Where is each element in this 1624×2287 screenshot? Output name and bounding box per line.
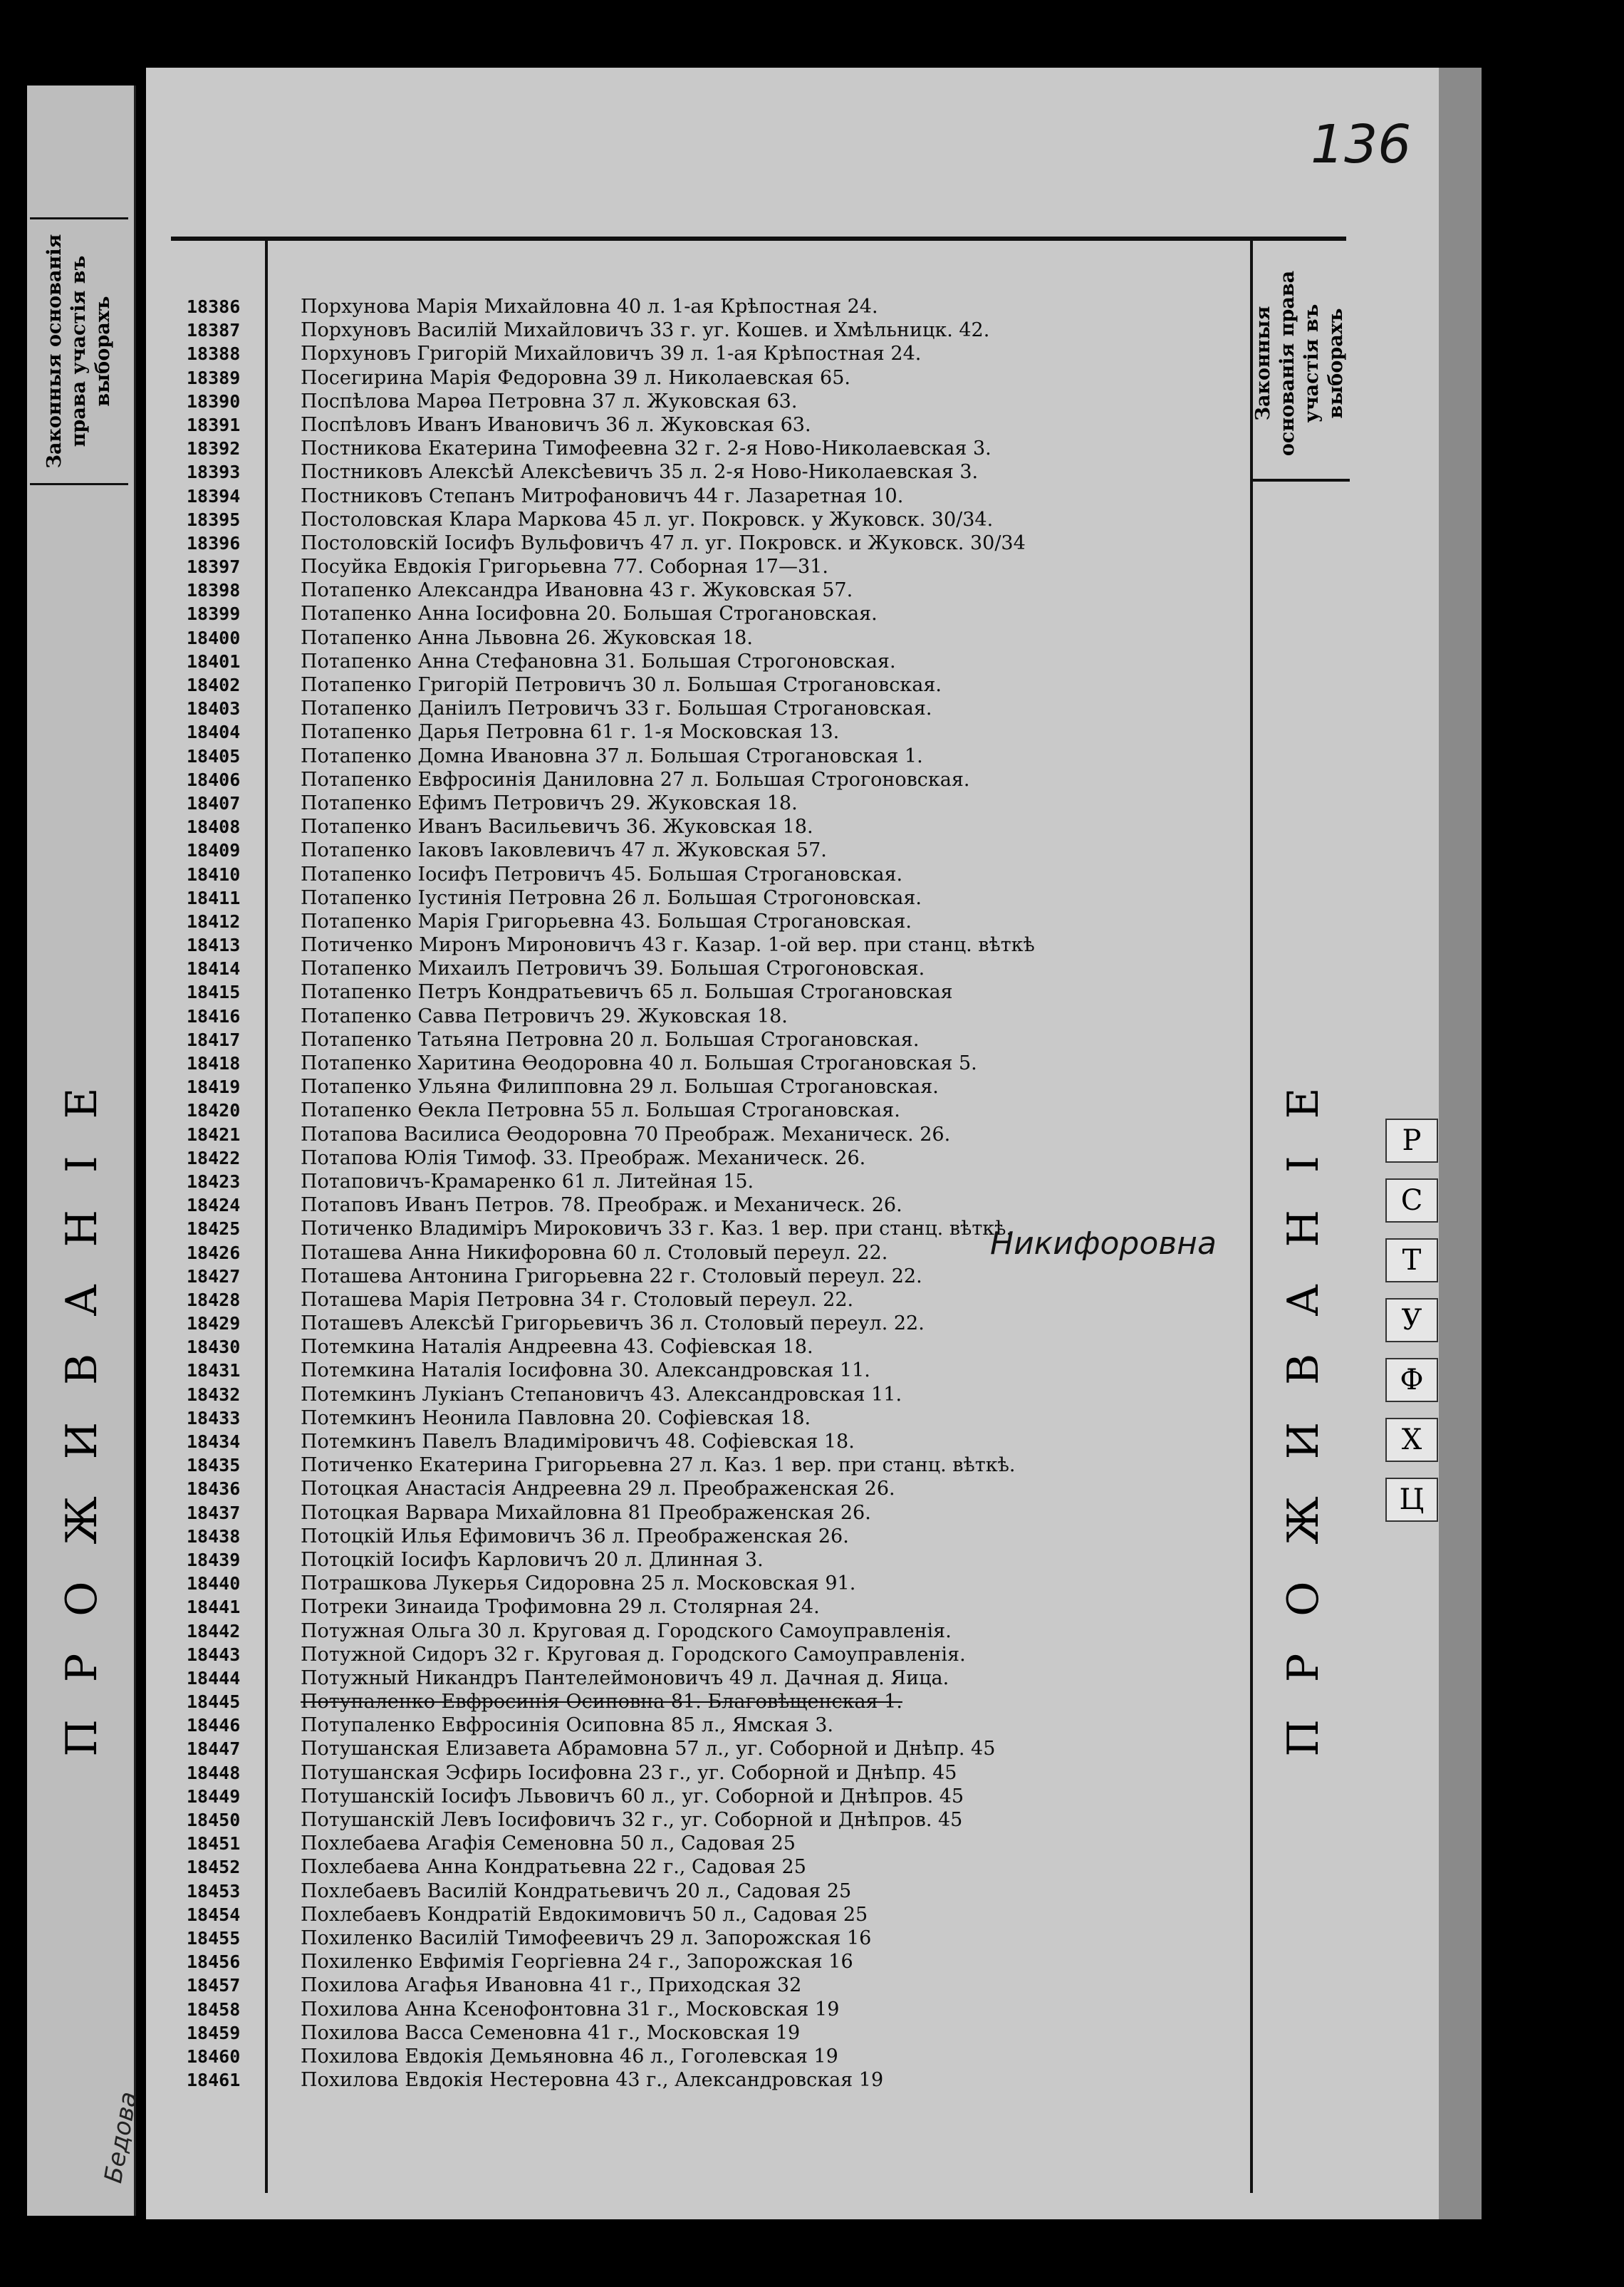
entry-number: 18435 xyxy=(187,1455,241,1476)
entry-text: Постниковъ Степанъ Митрофановичъ 44 г. Лазаретная 10. xyxy=(301,484,904,507)
table-row xyxy=(187,626,1255,650)
entry-text: Поташева Антонина Григорьевна 22 г. Столовый переул. 22. xyxy=(301,1265,922,1287)
entry-number: 18391 xyxy=(187,414,241,435)
table-row xyxy=(187,318,1255,342)
entry-number: 18413 xyxy=(187,935,241,956)
entry-number: 18387 xyxy=(187,320,241,341)
entry-text: Потоцкій Илья Ефимовичъ 36 л. Преображенская 26. xyxy=(301,1525,849,1547)
table-row xyxy=(187,1855,1255,1879)
entry-number: 18416 xyxy=(187,1005,241,1027)
table-row xyxy=(187,579,1255,602)
entry-number: 18453 xyxy=(187,1880,241,1902)
entry-text: Потоцкая Анастасія Андреевна 29 л. Преображенская 26. xyxy=(301,1478,895,1500)
table-row xyxy=(187,792,1255,815)
table-row xyxy=(187,980,1255,1004)
table-row xyxy=(187,886,1255,910)
table-row xyxy=(187,1193,1255,1217)
table-row xyxy=(187,1785,1255,1808)
table-row xyxy=(187,1099,1255,1122)
entry-number: 18386 xyxy=(187,296,241,317)
entry-text: Потаповичъ-Крамаренко 61 л. Литейная 15. xyxy=(301,1170,754,1193)
entry-text: Потапенко Даніилъ Петровичъ 33 г. Большая Строгановская. xyxy=(301,697,932,720)
entry-number: 18442 xyxy=(187,1620,241,1642)
entry-text: Потемкинъ Павелъ Владиміровичъ 48. Софіевская 18. xyxy=(301,1431,855,1453)
table-row xyxy=(187,1477,1255,1500)
entry-number: 18414 xyxy=(187,958,241,980)
left-column-header xyxy=(30,217,128,485)
index-tab[interactable]: Т xyxy=(1385,1238,1438,1282)
entry-number: 18419 xyxy=(187,1077,241,1098)
entry-text: Потапова Юлія Тимоф. 33. Преображ. Механическ. 26. xyxy=(301,1146,866,1169)
entry-text: Похилова Васса Семеновна 41 г., Московская 19 xyxy=(301,2021,801,2044)
entry-number: 18415 xyxy=(187,982,241,1003)
entry-text: Потужный Никандръ Пантелеймоновичъ 49 л. Дачная д. Яица. xyxy=(301,1666,949,1689)
index-tab[interactable]: Р xyxy=(1385,1119,1438,1163)
entry-text: Постниковъ Алексѣй Алексѣевичъ 35 л. 2-я Ново-Николаевская 3. xyxy=(301,461,979,484)
entry-text: Похилова Евдокія Демьяновна 46 л., Гоголевская 19 xyxy=(301,2045,838,2068)
entry-text: Потоцкій Іосифъ Карловичъ 20 л. Длинная 3. xyxy=(301,1548,764,1571)
entry-number: 18432 xyxy=(187,1384,241,1405)
table-row xyxy=(187,1926,1255,1950)
table-row xyxy=(187,697,1255,720)
table-row xyxy=(187,1548,1255,1572)
entry-text: Потемкинъ Неонила Павловна 20. Софіевская 18. xyxy=(301,1406,811,1429)
entry-number: 18441 xyxy=(187,1597,241,1618)
entry-text: Потужная Ольга 30 л. Круговая д. Городского Самоуправленія. xyxy=(301,1619,952,1642)
table-row xyxy=(187,508,1255,531)
entry-number: 18447 xyxy=(187,1738,241,1760)
table-row xyxy=(187,413,1255,437)
table-row xyxy=(187,460,1255,484)
entry-text: Постоловскій Іосифъ Вульфовичъ 47 л. уг. Покровск. и Жуковск. 30/34 xyxy=(301,531,1026,554)
entry-text: Похлебаевъ Василій Кондратьевичъ 20 л., Садовая 25 xyxy=(301,1879,852,1902)
entry-text: Потапенко Ѳекла Петровна 55 л. Большая Строгановская. xyxy=(301,1099,900,1122)
entry-text: Порхунова Марія Михайловна 40 л. 1-ая Крѣпостная 24. xyxy=(301,296,878,318)
table-row xyxy=(187,745,1255,768)
table-row xyxy=(187,1123,1255,1146)
entry-number: 18423 xyxy=(187,1171,241,1192)
table-row xyxy=(187,650,1255,673)
entry-text: Потупаленко Евфросинія Осиповна 85 л., Ямская 3. xyxy=(301,1714,833,1737)
table-row xyxy=(187,390,1255,413)
entry-text: Потемкина Наталія Іосифовна 30. Александровская 11. xyxy=(301,1359,870,1382)
entry-number: 18461 xyxy=(187,2070,241,2091)
entry-text: Поспѣловъ Иванъ Ивановичъ 36 л. Жуковская 63. xyxy=(301,413,811,436)
entry-number: 18409 xyxy=(187,840,241,861)
table-row xyxy=(187,815,1255,839)
entry-text: Поспѣлова Марѳа Петровна 37 л. Жуковская 63. xyxy=(301,390,798,413)
entry-number: 18412 xyxy=(187,911,241,932)
entry-text: Потапенко Ефимъ Петровичъ 29. Жуковская 18. xyxy=(301,792,798,814)
table-row xyxy=(187,1501,1255,1525)
entry-number: 18400 xyxy=(187,627,241,648)
table-row xyxy=(187,1808,1255,1832)
entry-number: 18420 xyxy=(187,1100,241,1121)
index-tab[interactable]: С xyxy=(1385,1178,1438,1223)
left-column-word xyxy=(50,769,114,2038)
entry-number: 18397 xyxy=(187,556,241,578)
table-row xyxy=(187,1028,1255,1052)
entry-number: 18396 xyxy=(187,532,241,554)
entry-number: 18430 xyxy=(187,1337,241,1358)
entry-text: Потужной Сидоръ 32 г. Круговая д. Городского Самоуправленія. xyxy=(301,1643,966,1666)
table-row xyxy=(187,933,1255,957)
entry-number: 18439 xyxy=(187,1549,241,1570)
entry-number: 18424 xyxy=(187,1195,241,1216)
table-row xyxy=(187,1879,1255,1903)
table-row xyxy=(187,910,1255,933)
entry-text: Потапенко Анна Стефановна 31. Большая Строгоновская. xyxy=(301,650,896,673)
entry-number: 18452 xyxy=(187,1857,241,1878)
top-rule xyxy=(171,237,1346,241)
entry-number: 18404 xyxy=(187,722,241,743)
entry-text: Потиченко Екатерина Григорьевна 27 л. Каз. 1 вер. при станц. вѣткѣ. xyxy=(301,1454,1016,1477)
entry-text: Потемкина Наталія Андреевна 43. Софіевская 18. xyxy=(301,1336,813,1359)
entry-number: 18459 xyxy=(187,2022,241,2043)
entry-number: 18422 xyxy=(187,1147,241,1168)
index-tab[interactable]: У xyxy=(1385,1298,1438,1342)
entry-number: 18458 xyxy=(187,1998,241,2020)
entry-text: Потушанскій Іосифъ Львовичъ 60 л., уг. Соборной и Днѣпров. 45 xyxy=(301,1785,964,1808)
entry-number: 18448 xyxy=(187,1762,241,1783)
table-row xyxy=(187,1359,1255,1382)
entry-text: Потаповъ Иванъ Петров. 78. Преображ. и Механическ. 26. xyxy=(301,1194,902,1217)
entry-number: 18433 xyxy=(187,1407,241,1428)
entry-text: Потапенко Евфросинія Даниловна 27 л. Большая Строгоновская. xyxy=(301,768,970,791)
margin-note-text: Бедова xyxy=(99,2089,143,2186)
entry-number: 18438 xyxy=(187,1525,241,1547)
entry-text: Похиленко Евфимія Георгіевна 24 г., Запорожская 16 xyxy=(301,1951,853,1974)
entry-number: 18395 xyxy=(187,509,241,530)
table-row xyxy=(187,1312,1255,1335)
entry-number: 18425 xyxy=(187,1218,241,1240)
entry-number: 18388 xyxy=(187,343,241,365)
entry-number: 18408 xyxy=(187,816,241,838)
entry-text: Потапенко Иванъ Васильевичъ 36. Жуковская 18. xyxy=(301,816,813,839)
entry-number: 18455 xyxy=(187,1927,241,1949)
table-row xyxy=(187,1832,1255,1855)
entry-number: 18398 xyxy=(187,580,241,601)
index-tab[interactable]: Ц xyxy=(1385,1478,1438,1522)
table-row xyxy=(187,1974,1255,1997)
table-row xyxy=(187,1643,1255,1666)
entry-text: Потапенко Харитина Ѳеодоровна 40 л. Большая Строгановская 5. xyxy=(301,1052,977,1074)
right-header-text: Законныя основанія права участія въ выборахъ xyxy=(1252,270,1347,457)
table-row xyxy=(187,602,1255,626)
entry-text: Посуйка Евдокія Григорьевна 77. Соборная 17—31. xyxy=(301,556,828,579)
entry-text: Похилова Евдокія Нестеровна 43 г., Александровская 19 xyxy=(301,2069,884,2092)
entry-number: 18431 xyxy=(187,1360,241,1381)
handwritten-annotation: Никифоровна xyxy=(990,1225,1217,1262)
entry-text: Потрашкова Лукерья Сидоровна 25 л. Московская 91. xyxy=(301,1572,856,1595)
entry-number: 18403 xyxy=(187,698,241,720)
table-row xyxy=(187,1666,1255,1690)
entry-text: Потушанскій Левъ Іосифовичъ 32 г., уг. Соборной и Днѣпров. 45 xyxy=(301,1809,963,1831)
table-row xyxy=(187,863,1255,886)
entry-text: Потапенко Александра Ивановна 43 г. Жуковская 57. xyxy=(301,579,853,602)
entry-number: 18407 xyxy=(187,792,241,814)
table-row xyxy=(187,1288,1255,1312)
left-header-text: Законныя основанія права участія въ выборахъ xyxy=(43,234,114,469)
entry-text: Потемкинъ Лукіанъ Степановичъ 43. Александровская 11. xyxy=(301,1383,902,1406)
entry-text: Потиченко Миронъ Мироновичъ 43 г. Казар. 1-ой вер. при станц. вѣткѣ xyxy=(301,934,1035,957)
entry-text: Потиченко Владиміръ Мироковичъ 33 г. Каз. 1 вер. при станц. вѣткѣ. xyxy=(301,1218,1012,1240)
table-row xyxy=(187,1525,1255,1548)
margin-handwriting xyxy=(93,2066,150,2209)
right-column-word xyxy=(1268,769,1339,2038)
table-row xyxy=(187,1005,1255,1028)
page-number: 136 xyxy=(1311,114,1412,175)
table-row xyxy=(187,1690,1255,1713)
table-row xyxy=(187,1737,1255,1760)
table-row xyxy=(187,1453,1255,1477)
index-tab[interactable]: Х xyxy=(1385,1418,1438,1462)
entry-text: Потапова Василиса Ѳеодоровна 70 Преображ. Механическ. 26. xyxy=(301,1123,951,1146)
table-row xyxy=(187,555,1255,579)
entry-number: 18426 xyxy=(187,1242,241,1263)
entry-text: Потушанская Эсфирь Іосифовна 23 г., уг. Соборной и Днѣпр. 45 xyxy=(301,1761,957,1784)
entry-text: Потапенко Іосифъ Петровичъ 45. Большая Строгановская. xyxy=(301,863,903,886)
entry-number: 18444 xyxy=(187,1667,241,1689)
entry-number: 18449 xyxy=(187,1785,241,1807)
entry-number: 18436 xyxy=(187,1478,241,1500)
entry-text: Порхуновъ Григорій Михайловичъ 39 л. 1-ая Крѣпостная 24. xyxy=(301,343,922,365)
table-row xyxy=(187,1761,1255,1785)
entry-text: Потапенко Іустинія Петровна 26 л. Большая Строгоновская. xyxy=(301,886,922,909)
entry-number: 18445 xyxy=(187,1691,241,1713)
entry-text: Поташева Марія Петровна 34 г. Столовый переул. 22. xyxy=(301,1288,854,1311)
entry-text: Поташевъ Алексѣй Григорьевичъ 36 л. Столовый переул. 22. xyxy=(301,1312,925,1335)
entry-text: Постоловская Клара Маркова 45 л. уг. Покровск. у Жуковск. 30/34. xyxy=(301,508,994,531)
entry-text: Потоцкая Варвара Михайловна 81 Преображенская 26. xyxy=(301,1501,871,1524)
entry-number: 18437 xyxy=(187,1502,241,1523)
table-row xyxy=(187,366,1255,390)
register-entries xyxy=(187,295,1255,2092)
table-row xyxy=(187,1595,1255,1619)
table-row xyxy=(187,2068,1255,2092)
index-tab[interactable]: Ф xyxy=(1385,1358,1438,1402)
entry-text: Потупаленко Евфросинія Осиповна 81. Благовѣщенская 1. xyxy=(301,1691,902,1713)
entry-number: 18443 xyxy=(187,1644,241,1665)
entry-text: Посегирина Марія Федоровна 39 л. Николаевская 65. xyxy=(301,366,850,389)
entry-text: Порхуновъ Василій Михайловичъ 33 г. уг. Кошев. и Хмѣльницк. 42. xyxy=(301,319,990,342)
entry-number: 18460 xyxy=(187,2045,241,2067)
entry-text: Похлебаевъ Кондратій Евдокимовичъ 50 л., Садовая 25 xyxy=(301,1903,868,1926)
entry-number: 18411 xyxy=(187,887,241,908)
table-row xyxy=(187,768,1255,792)
table-row xyxy=(187,1950,1255,1974)
table-row xyxy=(187,1335,1255,1359)
entry-text: Постникова Екатерина Тимофеевна 32 г. 2-я Ново-Николаевская 3. xyxy=(301,437,991,460)
entry-text: Потапенко Домна Ивановна 37 л. Большая Строгановская 1. xyxy=(301,745,923,767)
entry-text: Потапенко Татьяна Петровна 20 л. Большая Строгановская. xyxy=(301,1028,920,1051)
entry-number: 18446 xyxy=(187,1715,241,1736)
table-row xyxy=(187,1052,1255,1075)
table-row xyxy=(187,839,1255,862)
entry-number: 18434 xyxy=(187,1431,241,1452)
entry-number: 18392 xyxy=(187,438,241,460)
left-column-word-text: ПРОЖИВАНІЕ xyxy=(57,1050,107,1757)
entry-number: 18456 xyxy=(187,1951,241,1973)
entry-text: Потапенко Марія Григорьевна 43. Большая Строгановская. xyxy=(301,910,912,933)
entry-text: Похилова Агафья Ивановна 41 г., Приходская 32 xyxy=(301,1974,802,1997)
entry-text: Потушанская Елизавета Абрамовна 57 л., уг. Соборной и Днѣпр. 45 xyxy=(301,1738,996,1760)
entry-number: 18429 xyxy=(187,1313,241,1334)
entry-text: Потапенко Петръ Кондратьевичъ 65 л. Большая Строгановская xyxy=(301,981,953,1004)
table-row xyxy=(187,957,1255,980)
table-row xyxy=(187,2021,1255,2045)
entry-number: 18451 xyxy=(187,1833,241,1855)
entry-text: Потапенко Іаковъ Іаковлевичъ 47 л. Жуковская 57. xyxy=(301,839,827,862)
table-row xyxy=(187,1903,1255,1926)
table-row xyxy=(187,720,1255,744)
entry-text: Потреки Зинаида Трофимовна 29 л. Столярная 24. xyxy=(301,1596,820,1619)
entry-text: Потапенко Анна Львовна 26. Жуковская 18. xyxy=(301,626,753,649)
entry-text: Похлебаева Анна Кондратьевна 22 г., Садовая 25 xyxy=(301,1856,806,1879)
entry-number: 18410 xyxy=(187,864,241,885)
entry-text: Похилова Анна Ксенофонтовна 31 г., Московская 19 xyxy=(301,1998,840,2021)
entry-number: 18406 xyxy=(187,769,241,790)
entry-text: Потапенко Михаилъ Петровичъ 39. Большая Строгоновская. xyxy=(301,958,925,980)
entry-number: 18399 xyxy=(187,603,241,625)
table-row xyxy=(187,437,1255,460)
entry-number: 18428 xyxy=(187,1289,241,1310)
right-header-rule xyxy=(1250,479,1350,482)
table-row xyxy=(187,342,1255,365)
entry-number: 18450 xyxy=(187,1810,241,1830)
entry-text: Похиленко Василій Тимофеевичъ 29 л. Запорожская 16 xyxy=(301,1926,872,1949)
table-row xyxy=(187,1572,1255,1595)
entry-number: 18401 xyxy=(187,650,241,672)
table-row xyxy=(187,484,1255,508)
table-row xyxy=(187,295,1255,318)
entry-number: 18427 xyxy=(187,1265,241,1287)
table-row xyxy=(187,1430,1255,1453)
entry-text: Похлебаева Агафія Семеновна 50 л., Садовая 25 xyxy=(301,1832,796,1855)
table-row xyxy=(187,1713,1255,1737)
entry-number: 18390 xyxy=(187,390,241,412)
entry-text: Потапенко Ульяна Филипповна 29 л. Большая Строгановская. xyxy=(301,1076,939,1099)
entry-text: Поташева Анна Никифоровна 60 л. Столовый переул. 22. xyxy=(301,1241,888,1264)
table-row xyxy=(187,1146,1255,1170)
table-row xyxy=(187,1406,1255,1430)
table-row xyxy=(187,1619,1255,1643)
table-row xyxy=(187,1998,1255,2021)
entry-text: Потапенко Савва Петровичъ 29. Жуковская 18. xyxy=(301,1005,788,1027)
entry-number: 18440 xyxy=(187,1573,241,1594)
table-row xyxy=(187,531,1255,555)
entry-number: 18417 xyxy=(187,1029,241,1050)
entry-number: 18421 xyxy=(187,1124,241,1145)
table-row xyxy=(187,1383,1255,1406)
entry-number: 18418 xyxy=(187,1053,241,1074)
table-row xyxy=(187,1170,1255,1193)
entry-text: Потапенко Григорій Петровичъ 30 л. Большая Строгановская. xyxy=(301,674,942,696)
right-column-header xyxy=(1252,249,1347,477)
entry-text: Потапенко Дарья Петровна 61 г. 1-я Московская 13. xyxy=(301,721,840,744)
entry-text: Потапенко Анна Іосифовна 20. Большая Строгановская. xyxy=(301,603,878,626)
entry-number: 18393 xyxy=(187,462,241,483)
entry-number: 18457 xyxy=(187,1975,241,1996)
entry-number: 18454 xyxy=(187,1904,241,1925)
index-tabs xyxy=(1385,1119,1449,1689)
right-column-word-text: ПРОЖИВАНІЕ xyxy=(1279,1050,1328,1757)
entry-number: 18394 xyxy=(187,485,241,507)
entry-number: 18389 xyxy=(187,367,241,388)
table-row xyxy=(187,2045,1255,2068)
table-row xyxy=(187,1075,1255,1099)
table-row xyxy=(187,1265,1255,1288)
entry-number: 18405 xyxy=(187,745,241,767)
table-row xyxy=(187,673,1255,697)
entry-number: 18402 xyxy=(187,675,241,695)
